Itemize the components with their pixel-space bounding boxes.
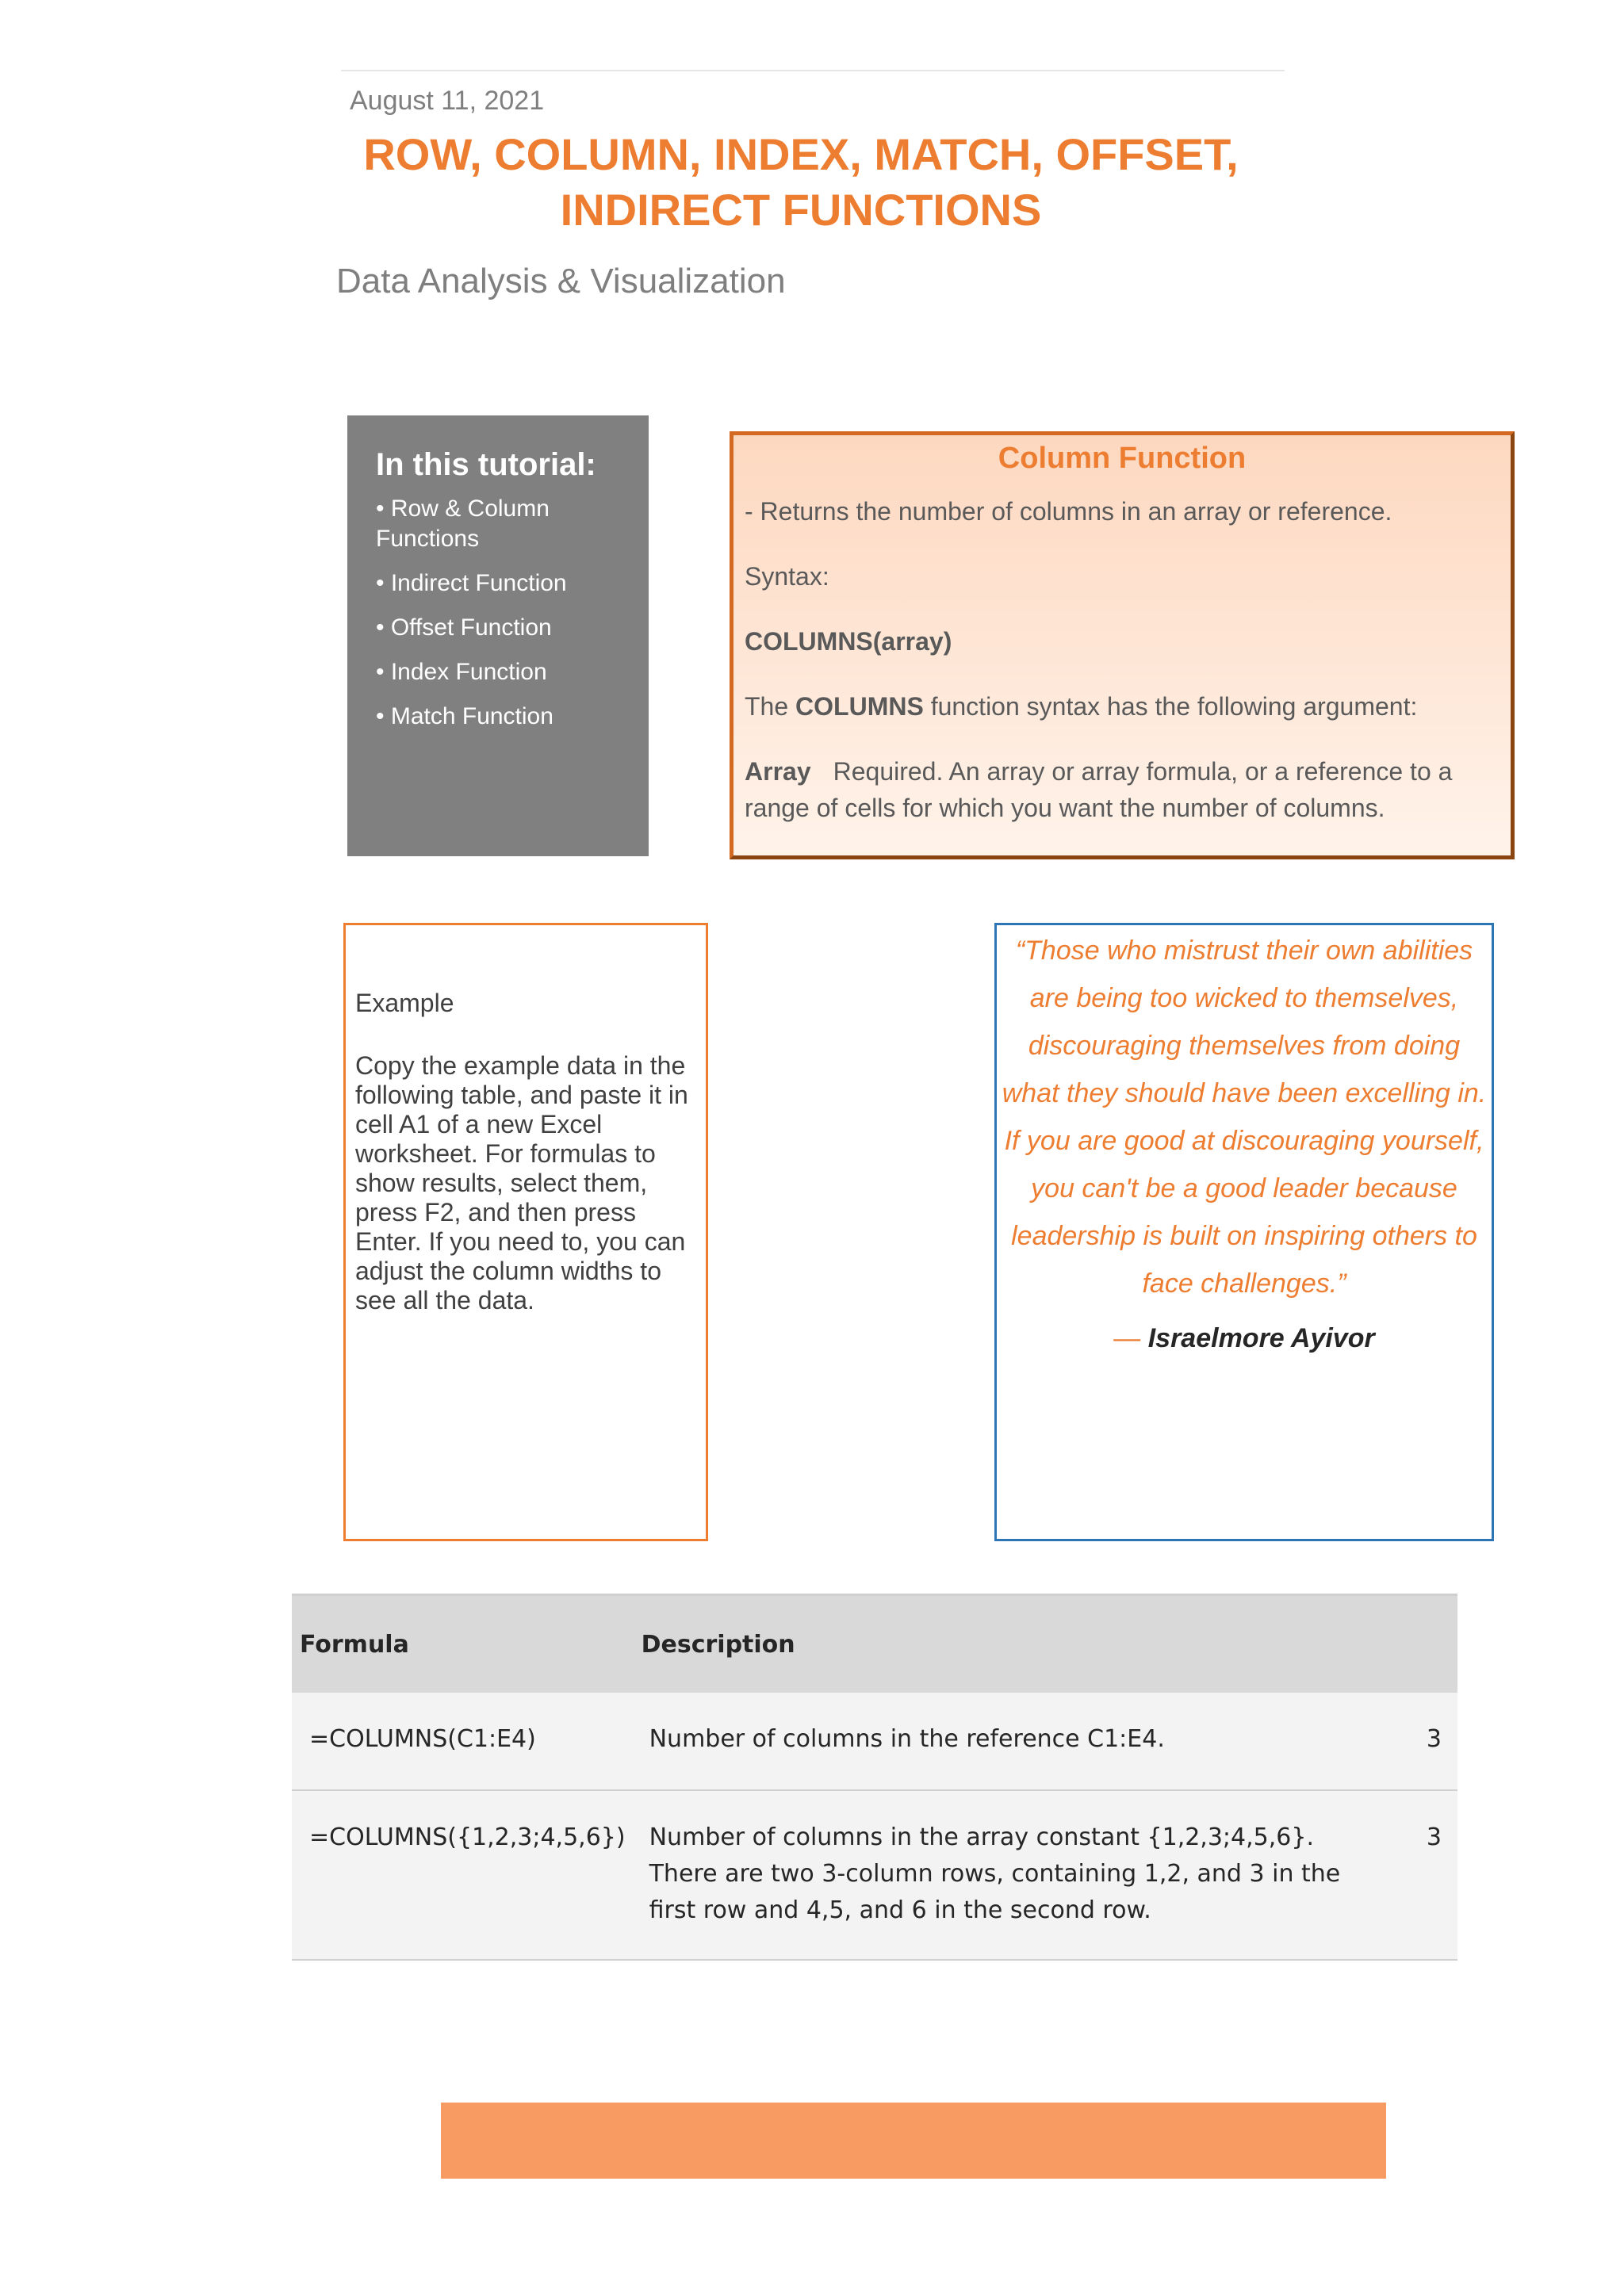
cell-formula: =COLUMNS(C1:E4) <box>292 1693 634 1790</box>
page-title <box>301 127 1300 238</box>
bottom-accent-bar <box>441 2103 1386 2179</box>
quote-text: “Those who mistrust their own abilities are being too wicked to themselves, discouraging themselves from doing what they should have been excelling in. If you are good at discouraging yourself, you can't be a good leader because leadership is built on inspiring others to face challenges.” <box>1002 936 1487 1299</box>
array-label: Array <box>745 757 811 786</box>
argument-intro-bold: COLUMNS <box>795 692 924 721</box>
example-heading: Example <box>355 989 454 1017</box>
quote-box <box>994 923 1494 1541</box>
quote-author-line <box>1000 1323 1488 1354</box>
example-box <box>343 923 708 1541</box>
sidebar-heading: In this tutorial: <box>376 447 596 482</box>
syntax-label: Syntax: <box>745 562 829 591</box>
title-line-1: ROW, COLUMN, INDEX, MATCH, OFFSET, <box>363 129 1239 179</box>
tutorial-sidebar <box>347 415 649 856</box>
cell-description: Number of columns in the reference C1:E4. <box>634 1693 1394 1790</box>
argument-intro-post: function syntax has the following argument: <box>923 692 1418 721</box>
array-description: Required. An array or array formula, or a reference to a range of cells for which you want the number of columns. <box>745 757 1453 822</box>
argument-intro <box>745 688 1500 725</box>
table-row <box>292 1693 1457 1790</box>
sidebar-item-match[interactable]: • Match Function <box>376 703 553 729</box>
quote-author: Israelmore Ayivor <box>1147 1323 1375 1353</box>
syntax-formula: COLUMNS(array) <box>745 627 952 656</box>
cell-result: 3 <box>1394 1790 1457 1960</box>
header-formula: Formula <box>292 1595 634 1693</box>
sidebar-list <box>376 494 620 732</box>
header-description: Description <box>634 1595 1394 1693</box>
array-argument <box>745 753 1500 826</box>
sidebar-item-indirect[interactable]: • Indirect Function <box>376 570 567 596</box>
example-body: Copy the example data in the following table, and paste it in cell A1 of a new Excel worksheet. For formulas to show results, select them, press F2, and then press Enter. If you need to, you can adjust the column widths to see all the data. <box>355 1051 688 1314</box>
post-date: August 11, 2021 <box>350 86 545 116</box>
cell-formula: =COLUMNS({1,2,3;4,5,6}) <box>292 1790 634 1960</box>
column-function-returns: - Returns the number of columns in an array or reference. <box>745 497 1392 526</box>
page-subtitle: Data Analysis & Visualization <box>336 262 786 300</box>
table-header-row <box>292 1595 1457 1693</box>
column-function-box <box>730 431 1515 859</box>
quote-dash: ― <box>1113 1323 1141 1353</box>
top-divider <box>341 70 1285 71</box>
argument-intro-pre: The <box>745 692 796 721</box>
column-function-heading: Column Function <box>998 442 1247 475</box>
table-row <box>292 1790 1457 1960</box>
sidebar-item-row-column[interactable]: • Row & Column Functions <box>376 496 550 552</box>
header-result <box>1394 1595 1457 1693</box>
sidebar-item-offset[interactable]: • Offset Function <box>376 614 552 641</box>
cell-description: Number of columns in the array constant {1,2,3;4,5,6}. There are two 3-column rows, containing 1,2, and 3 in the first row and 4,5, and 6 in the second row. <box>634 1790 1394 1960</box>
cell-result: 3 <box>1394 1693 1457 1790</box>
formula-table <box>292 1594 1457 1961</box>
sidebar-item-index[interactable]: • Index Function <box>376 659 547 685</box>
title-line-2: INDIRECT FUNCTIONS <box>560 185 1042 235</box>
